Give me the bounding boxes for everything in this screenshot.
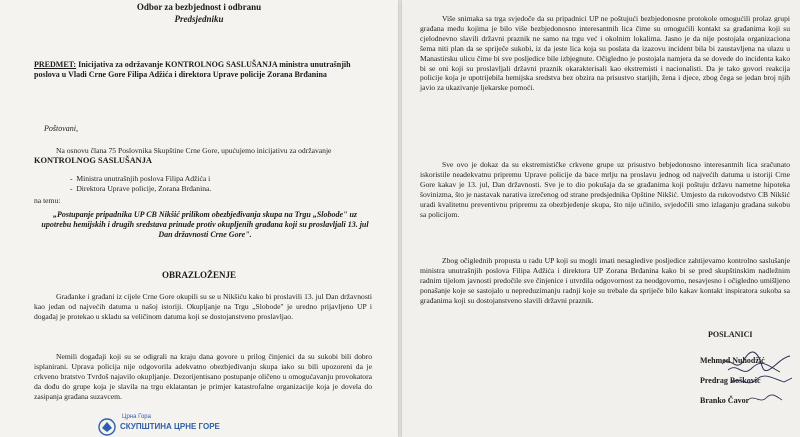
signatories-label: POSLANICI [708, 330, 753, 339]
section-title: OBRAZLOŽENJE [161, 270, 237, 280]
crest-icon [98, 418, 116, 436]
handwritten-signatures [718, 348, 798, 408]
header-committee: Odbor za bezbjednost i odbranu [136, 2, 262, 12]
logo-country: Црна Гора [122, 414, 151, 420]
list-item: - Ministra unutrašnjih poslova Filipa Adžića i [70, 174, 211, 183]
intro-paragraph [34, 146, 372, 166]
subject-label: PREDMET: [34, 60, 77, 69]
subject-block [34, 60, 372, 80]
rationale-paragraph-4: Sve ovo je dokaz da su ekstremističke crkvene grupe uz prisustvo bebjedonosno interesantnih lica sračunato iskoristile neadekvatnu pripremu Uprave policije da bace mrlju na proslavu jednog od najvećih datuma u istoriji Crne Gore kakav je 13. jul, Dan državnosti. Sve je to dio pokušaja da se građanima koji poštuju državu nametne hipoteka šovinizma, što je nastavak narativa izrečenog od strane predsjednika Opštine Nikšić. Umjesto da rukovodstvo CB Nikšić uradi kvalitetnu preventivnu pripremu za obezbjeđenje skupa, što nije učinilo, svjedočili smo izlaganju građana sukobu sa policijom. [420, 160, 790, 219]
signatory-name: Predrag Bošković [700, 376, 761, 386]
signatory-name: Mehmed Nuhodžić [700, 356, 765, 365]
intro-text: Na osnovu člana 75 Poslovnika Skupštine Crne Gore, upućujemo inicijativu za održavanje [56, 146, 332, 155]
hearing-list [70, 174, 370, 194]
rationale-paragraph-3: Više snimaka sa trga svjedoče da su pripadnici UP ne poštujući bezbjedonosne protokole omogućili prolaz grupi građana među kojima je bilo više bezbjedonosno interesantnih lica čime su omogućili kontakt sa građanima koji su cjelodnevno slavili državni praznik ne samo na trgu već i okolnim lokalima. Jasno je da nije postojala organizaciona šema niti plan da se spriječe sukobi, iz da jeste lica koja su poslata da izazovu incident bila bi zaustavljena na ulazu u Manastirsku ulicu čime bi sve posljedice bile izbjegnute. Očigledno je postojala namjera da se dovede do incidenta kako bi se oni koji su proslavljali državni praznik okarakterisali kao ekstremisti i nacionalisti. Da je tako govori reakcija policije koja je upotrijebila hemijska sredstva bez obzira na prisustvo starijih, žena i djece, zbog čega se jedan broj njih javio za ukazivanje ljekarske pomoći. [420, 14, 790, 93]
list-item: - Direktora Uprave policije, Zorana Brđanina. [70, 183, 212, 193]
signatory-name: Branko Čavor [700, 396, 750, 406]
document-page-left [0, 0, 398, 437]
intro-bold: KONTROLNOG SASLUŠANJA [34, 155, 152, 165]
rationale-paragraph-2: Nemili događaji koji su se odigrali na kraju dana govore u prilog činjenici da su sukobi bili dobro isplanirani. Uprava policija nije odgovorila adekvatno obezbjeđivanju skupa iako su bili upozoreni da je crkveno bratstvo Tvrdoš najavilo okupljanje. Dezorijentisano postupanje oličeno u omogućavanju provokatora da dođu do grupe koja je slavila na trgu eklatantan je primjer katastrofalne organizacije koja je dovela do zasipanja građana suzavcem. [34, 352, 372, 401]
header-addressee: Predsjedniku [174, 14, 224, 24]
topic-text: „Postupanje pripadnika UP CB Nikšić prilikom obezbjeđivanja skupa na Trgu „Slobode" uz upotrebu hemijskih i drugih sredstava prinude protiv okupljenih građana koji su proslavljali 13. jul Dan državnosti Crne Gore". [41, 210, 369, 240]
rationale-paragraph-1: Građanke i građani iz cijele Crne Gore okupili su se u Nikšiću kako bi proslavili 13. jul Dan državnosti kao jedan od najvećih datuma u našoj istoriji. Okupljanje na Trgu „Slobode" je uredno prijavljeno UP i događaj je protekao u skladu sa veličinom datuma koji se dostojanstveno proslavljao. [34, 292, 372, 321]
subject-text: Inicijativa za održavanje KONTROLNOG SASLUŠANJA ministra unutrašnjih poslova u Vladi Crne Gore Filipa Adžića i direktora Uprave policije Zorana Brđanina [34, 60, 351, 80]
rationale-paragraph-5: Zbog očiglednih propusta u radu UP koji su mogli imati nesagledive posljedice zahtijevamo kontrolno saslušanje ministra unutrašnjih poslova Filipa Adžića i direktora UP Zorana Brđanina kako bi se pred skupštinskim nadležnim radnim tijelom javnosti predočile sve činjenice i utvrdila odgovornost za neodgovorno, nesavjesno i očigledno umišljeno ponašanje koje se sastojalo u nepreduzimanju radnji koje su trebale da spriječe bilo kakav kontakt inspiratora sukoba sa građanima koji su dostojanstveno slavili državni praznik. [420, 256, 790, 305]
salutation: Poštovani, [44, 124, 78, 133]
logo-parliament-name: СКУПШТИНА ЦРНЕ ГОРЕ [120, 422, 220, 431]
topic-label: na temu: [34, 196, 61, 205]
parliament-logo [98, 408, 258, 436]
